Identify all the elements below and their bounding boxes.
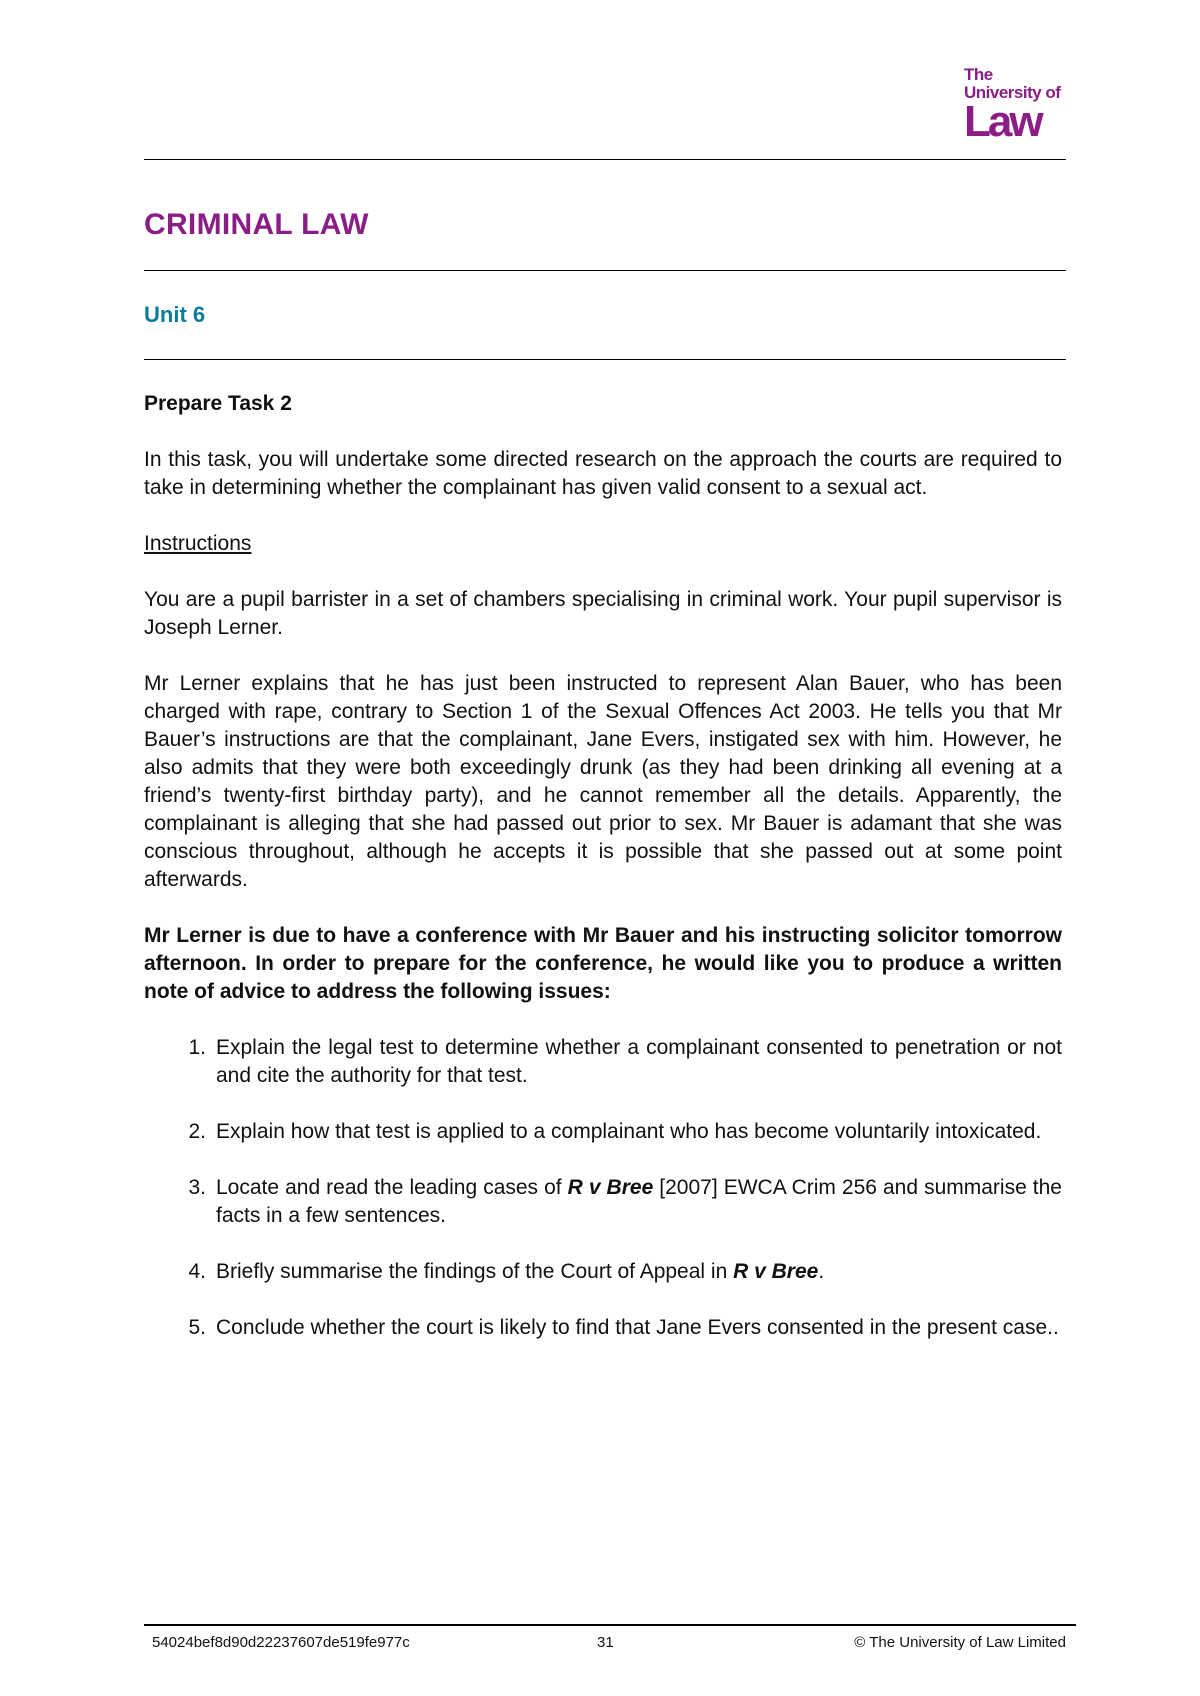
list-number: 1. bbox=[188, 1036, 206, 1059]
logo-line-1: The bbox=[964, 65, 993, 84]
list-number: 3. bbox=[188, 1176, 206, 1199]
list-text: Explain how that test is applied to a complainant who has become voluntarily intoxicated. bbox=[216, 1120, 1042, 1143]
task-heading: Prepare Task 2 bbox=[144, 392, 292, 415]
footer-divider bbox=[144, 1624, 1076, 1626]
divider bbox=[144, 270, 1066, 271]
intro-paragraph: In this task, you will undertake some directed research on the approach the courts are required to take in determining whether the complainant has given valid consent to a sexual act. bbox=[144, 448, 1062, 499]
unit-label: Unit 6 bbox=[144, 302, 206, 327]
page-number: 31 bbox=[597, 1634, 614, 1651]
university-logo bbox=[964, 65, 1064, 146]
list-item bbox=[144, 1258, 1062, 1286]
list-text: Explain the legal test to determine whether a complainant consented to penetration or not and cite the authority for that test. bbox=[216, 1036, 1062, 1087]
page-footer bbox=[152, 1634, 1066, 1651]
list-text-post: [2007] EWCA Crim 256 and summarise the facts in a few sentences. bbox=[216, 1176, 1062, 1227]
case-name: R v Bree bbox=[567, 1176, 654, 1199]
instructions-heading: Instructions bbox=[144, 532, 252, 555]
list-text-post: . bbox=[818, 1260, 825, 1283]
logo-line-2: University of bbox=[964, 83, 1061, 102]
list-text: Conclude whether the court is likely to find that Jane Evers consented in the present case.. bbox=[216, 1316, 1059, 1339]
list-number: 5. bbox=[188, 1316, 206, 1339]
scenario-paragraph-1: You are a pupil barrister in a set of chambers specialising in criminal work. Your pupil supervisor is Joseph Lerner. bbox=[144, 588, 1062, 639]
task-brief-paragraph: Mr Lerner is due to have a conference with Mr Bauer and his instructing solicitor tomorrow afternoon. In order to prepare for the conference, he would like you to produce a written note of advice to address the following issues: bbox=[144, 924, 1062, 1003]
list-text bbox=[216, 1258, 1062, 1286]
scenario-paragraph-2: Mr Lerner explains that he has just been instructed to represent Alan Bauer, who has been charged with rape, contrary to Section 1 of the Sexual Offences Act 2003. He tells you that Mr Bauer’s instructions are that the complainant, Jane Evers, instigated sex with him. However, he also admits that they were both exceedingly drunk (as they had been drinking all evening at a friend’s twenty-first birthday party), and he cannot remember all the details. Apparently, the complainant is alleging that she had passed out prior to sex. Mr Bauer is adamant that she was conscious throughout, although he accepts it is possible that she passed out at some point afterwards. bbox=[144, 672, 1062, 891]
course-title: CRIMINAL LAW bbox=[144, 208, 369, 241]
document-id: 54024bef8d90d22237607de519fe977c bbox=[152, 1634, 410, 1651]
list-number: 4. bbox=[188, 1260, 206, 1283]
copyright: © The University of Law Limited bbox=[854, 1634, 1066, 1651]
divider bbox=[144, 159, 1066, 160]
list-text-pre: Briefly summarise the findings of the Court of Appeal in bbox=[216, 1260, 734, 1283]
list-item bbox=[144, 1174, 1062, 1230]
list-item bbox=[144, 1118, 1062, 1146]
document-body bbox=[144, 390, 1062, 1370]
issues-list bbox=[144, 1034, 1062, 1342]
list-text-pre: Locate and read the leading cases of bbox=[216, 1176, 568, 1199]
list-item bbox=[144, 1314, 1062, 1342]
list-number: 2. bbox=[188, 1120, 206, 1143]
case-name: R v Bree bbox=[733, 1260, 819, 1283]
divider bbox=[144, 359, 1066, 360]
list-item bbox=[144, 1034, 1062, 1090]
list-text bbox=[216, 1174, 1062, 1230]
logo-line-3: Law bbox=[964, 97, 1041, 146]
